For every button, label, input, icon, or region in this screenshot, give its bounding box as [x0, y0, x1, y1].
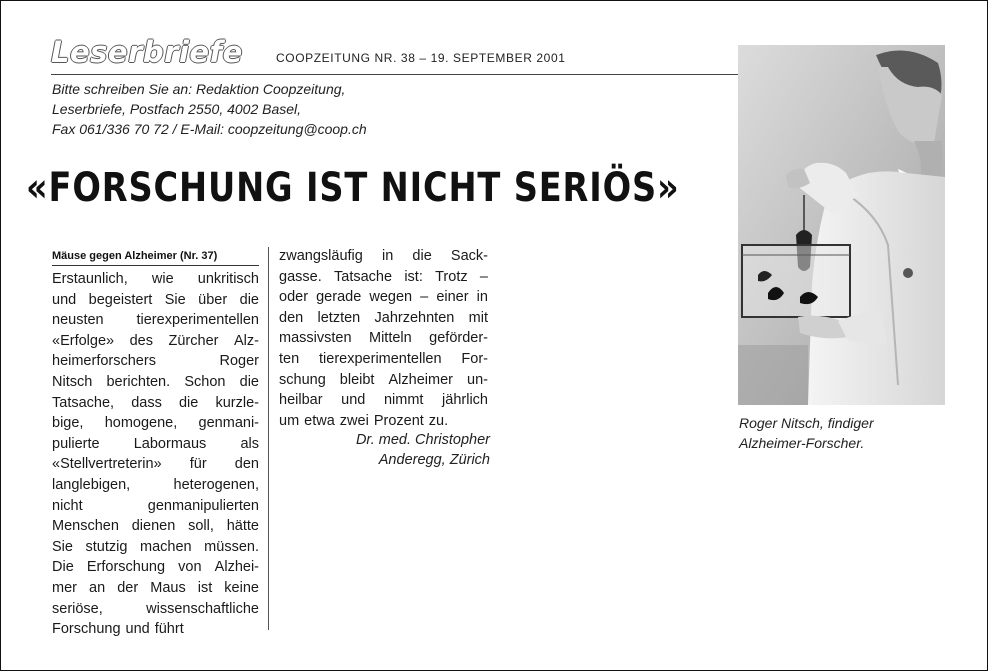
submission-address: [52, 79, 367, 139]
letter-line: neusten tierexperimentellen: [52, 312, 259, 329]
letter-line: zwangsläufig in die Sack-: [279, 248, 488, 264]
caption-line: Roger Nitsch, findiger: [739, 415, 874, 431]
photo-researcher-with-mouse-cage: [738, 45, 945, 405]
photo-caption: [739, 413, 874, 453]
letter-line: seriöse, wissenschaftliche: [52, 600, 259, 617]
address-line: Leserbriefe, Postfach 2550, 4002 Basel,: [52, 101, 302, 117]
issue-line: COOPZEITUNG NR. 38 – 19. SEPTEMBER 2001: [276, 51, 566, 65]
kicker-rule: [52, 265, 259, 266]
letter-line: Erstaunlich, wie unkritisch: [52, 271, 259, 287]
letter-line: Forschung und führt: [52, 621, 184, 638]
letter-line: Nitsch berichten. Schon die: [52, 374, 259, 390]
letter-line: massivsten Mitteln geförder-: [279, 330, 488, 347]
letter-line: langlebigen, heterogenen,: [52, 477, 259, 493]
letter-line: Menschen dienen soll, hätte: [52, 518, 259, 535]
letter-line: bige, homogene, genmani-: [52, 415, 259, 432]
section-title: Leserbriefe: [51, 35, 243, 69]
letter-line: Die Erforschung von Alzhei-: [52, 559, 259, 576]
column-divider: [268, 247, 269, 630]
letter-line: Tatsache, dass die kurzle-: [52, 394, 259, 411]
letter-line: pulierte Labormaus als: [52, 435, 259, 452]
letter-line: heimerforschers Roger: [52, 353, 259, 370]
letter-line: oder gerade wegen – einer in: [279, 289, 488, 306]
letter-line: um etwa zwei Prozent zu.: [279, 412, 449, 429]
headline: «FORSCHUNG IST NICHT SERIÖS»: [26, 165, 680, 211]
address-line: Bitte schreiben Sie an: Redaktion Coopzeitung,: [52, 81, 346, 97]
letter-line: ten tierexperimentellen For-: [279, 351, 488, 367]
letter-line: den letzten Jahrzehnten mit: [279, 309, 488, 326]
header-rule: [51, 74, 739, 75]
letter-line: «Stellvertreterin» für den: [52, 456, 259, 473]
letter-line: «Erfolge» des Zürcher Alz-: [52, 332, 259, 349]
letter-kicker: Mäuse gegen Alzheimer (Nr. 37): [52, 250, 218, 262]
signature-line: Anderegg, Zürich: [378, 452, 490, 468]
caption-line: Alzheimer-Forscher.: [739, 435, 865, 451]
address-line: Fax 061/336 70 72 / E-Mail: coopzeitung@coop.ch: [52, 121, 367, 137]
letter-line: mer an der Maus ist keine: [52, 580, 259, 596]
letter-line: heilbar und nimmt jährlich: [279, 392, 488, 409]
letter-line: schung bleibt Alzheimer un-: [279, 371, 488, 388]
letter-line: und begeistert Sie über die: [52, 291, 259, 308]
letter-line: Sie stutzig machen müssen.: [52, 538, 259, 555]
signature-line: Dr. med. Christopher: [355, 432, 490, 448]
letter-line: gasse. Tatsache ist: Trotz –: [279, 268, 488, 285]
letter-line: nicht genmanipulierten: [52, 497, 259, 514]
